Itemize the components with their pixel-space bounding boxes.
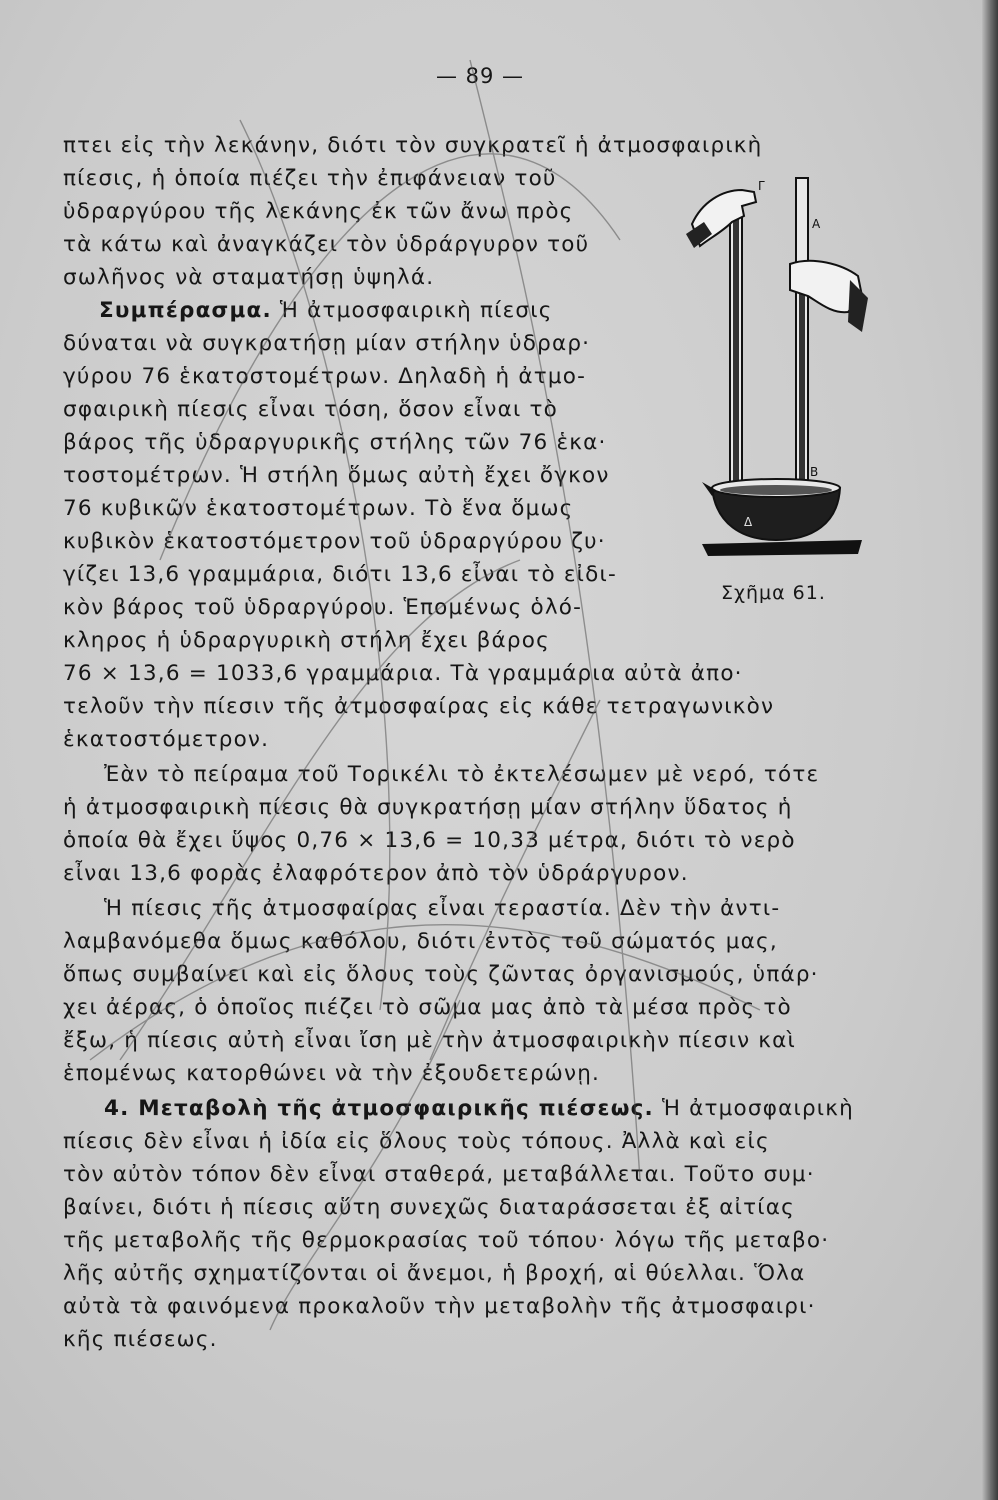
text-line: σωλῆνος νὰ σταματήσῃ ὑψηλά.: [63, 265, 435, 290]
page-edge-shadow: [982, 0, 998, 1500]
text-line: εἶναι 13,6 φορὰς ἐλαφρότερον ἀπὸ τὸν ὑδράργυρον.: [63, 861, 689, 886]
text-run: Ἡ ἀτμοσφαιρικὴ πίεσις: [271, 298, 553, 323]
text-line: πίεσις, ἡ ὁποία πιέζει τὴν ἐπιφάνειαν τοῦ: [63, 166, 557, 191]
text-line: γίζει 13,6 γραμμάρια, διότι 13,6 εἶναι τὸ εἰδι-: [63, 562, 617, 587]
text-line: τὸν αὐτὸν τόπον δὲν εἶναι σταθερά, μεταβάλλεται. Τοῦτο συμ·: [63, 1162, 815, 1187]
text-line: ἡ ἀτμοσφαιρικὴ πίεσις θὰ συγκρατήσῃ μίαν στήλην ὕδατος ἡ: [63, 795, 793, 820]
text-line: λαμβανόμεθα ὅμως καθόλου, διότι ἐντὸς τοῦ σώματός μας,: [63, 929, 778, 954]
text-line: τοστομέτρων. Ἡ στήλη ὅμως αὐτὴ ἔχει ὄγκον: [63, 463, 610, 488]
section-heading: 4. Μεταβολὴ τῆς ἀτμοσφαιρικῆς πιέσεως.: [104, 1096, 654, 1121]
text-line: βάρος τῆς ὑδραργυρικῆς στήλης τῶν 76 ἑκα·: [63, 430, 607, 455]
text-line: ἑπομένως κατορθώνει νὰ τὴν ἐξουδετερώνῃ.: [63, 1061, 601, 1086]
text-line: τῆς μεταβολῆς τῆς θερμοκρασίας τοῦ τόπου· λόγω τῆς μεταβο·: [63, 1228, 830, 1253]
label-delta: Δ: [744, 515, 753, 529]
page-number: — 89 —: [435, 64, 525, 88]
text-line: αὐτὰ τὰ φαινόμενα προκαλοῦν τὴν μεταβολὴν τῆς ἀτμοσφαιρι·: [63, 1294, 816, 1319]
text-line: κῆς πιέσεως.: [63, 1327, 218, 1352]
text-line: κληρος ἡ ὑδραργυρικὴ στήλη ἔχει βάρος: [63, 628, 550, 653]
label-alpha: Α: [812, 217, 821, 231]
text-line: κὸν βάρος τοῦ ὑδραργύρου. Ἑπομένως ὁλό-: [63, 595, 583, 620]
section-heading: Συμπέρασμα.: [99, 298, 272, 323]
text-line: ὑδραργύρου τῆς λεκάνης ἐκ τῶν ἄνω πρὸς: [63, 199, 574, 224]
label-beta: Β: [810, 465, 819, 479]
text-line: τελοῦν τὴν πίεσιν τῆς ἀτμοσφαίρας εἰς κάθε τετραγωνικὸν: [63, 694, 775, 719]
text-line: Ἐὰν τὸ πείραμα τοῦ Τορικέλι τὸ ἐκτελέσωμεν μὲ νερό, τότε: [104, 762, 820, 787]
text-line: δύναται νὰ συγκρατήσῃ μίαν στήλην ὑδραρ·: [63, 331, 591, 356]
text-line: ὁποία θὰ ἔχει ὕψος 0,76 × 13,6 = 10,33 μέτρα, διότι τὸ νερὸ: [63, 828, 796, 853]
torricelli-figure: [672, 172, 872, 582]
text-line: γύρου 76 ἑκατοστομέτρων. Δηλαδὴ ἡ ἀτμο-: [63, 364, 587, 389]
label-gamma: Γ: [758, 179, 765, 193]
text-line: 76 κυβικῶν ἑκατοστομέτρων. Τὸ ἕνα ὅμως: [63, 496, 574, 521]
text-line: κυβικὸν ἑκατοστόμετρον τοῦ ὑδραργύρου ζυ·: [63, 529, 606, 554]
text-line: ἔξω, ἡ πίεσις αὐτὴ εἶναι ἴση μὲ τὴν ἀτμοσφαιρικὴν πίεσιν καὶ: [63, 1028, 797, 1053]
text-line: 76 × 13,6 = 1033,6 γραμμάρια. Τὰ γραμμάρια αὐτὰ ἀπο·: [63, 661, 743, 686]
text-line: τὰ κάτω καὶ ἀναγκάζει τὸν ὑδράργυρον τοῦ: [63, 232, 590, 257]
text-line: χει ἀέρας, ὁ ὁποῖος πιέζει τὸ σῶμα μας ἀπὸ τὰ μέσα πρὸς τὸ: [63, 995, 792, 1020]
text-line: ἑκατοστόμετρον.: [63, 727, 270, 752]
text-line: Ἡ πίεσις τῆς ἀτμοσφαίρας εἶναι τεραστία. Δὲν τὴν ἀντι-: [104, 896, 781, 921]
text-line: σφαιρικὴ πίεσις εἶναι τόση, ὅσον εἶναι τὸ: [63, 397, 558, 422]
text-run: Ἡ ἀτμοσφαιρικὴ: [653, 1096, 854, 1121]
text-line: [104, 1096, 854, 1121]
text-line: ὅπως συμβαίνει καὶ εἰς ὅλους τοὺς ζῶντας ὀργανισμούς, ὑπάρ·: [63, 962, 819, 987]
text-line: πτει εἰς τὴν λεκάνην, διότι τὸν συγκρατεῖ ἡ ἀτμοσφαιρικὴ: [63, 133, 763, 158]
text-line: λῆς αὐτῆς σχηματίζονται οἱ ἄνεμοι, ἡ βροχή, αἱ θύελλαι. Ὅλα: [63, 1261, 806, 1286]
text-line: βαίνει, διότι ἡ πίεσις αὕτη συνεχῶς διαταράσσεται ἐξ αἰτίας: [63, 1195, 795, 1220]
text-line: [99, 298, 553, 323]
text-line: πίεσις δὲν εἶναι ἡ ἰδία εἰς ὅλους τοὺς τόπους. Ἀλλὰ καὶ εἰς: [63, 1129, 770, 1154]
figure-caption: Σχῆμα 61.: [721, 582, 826, 604]
